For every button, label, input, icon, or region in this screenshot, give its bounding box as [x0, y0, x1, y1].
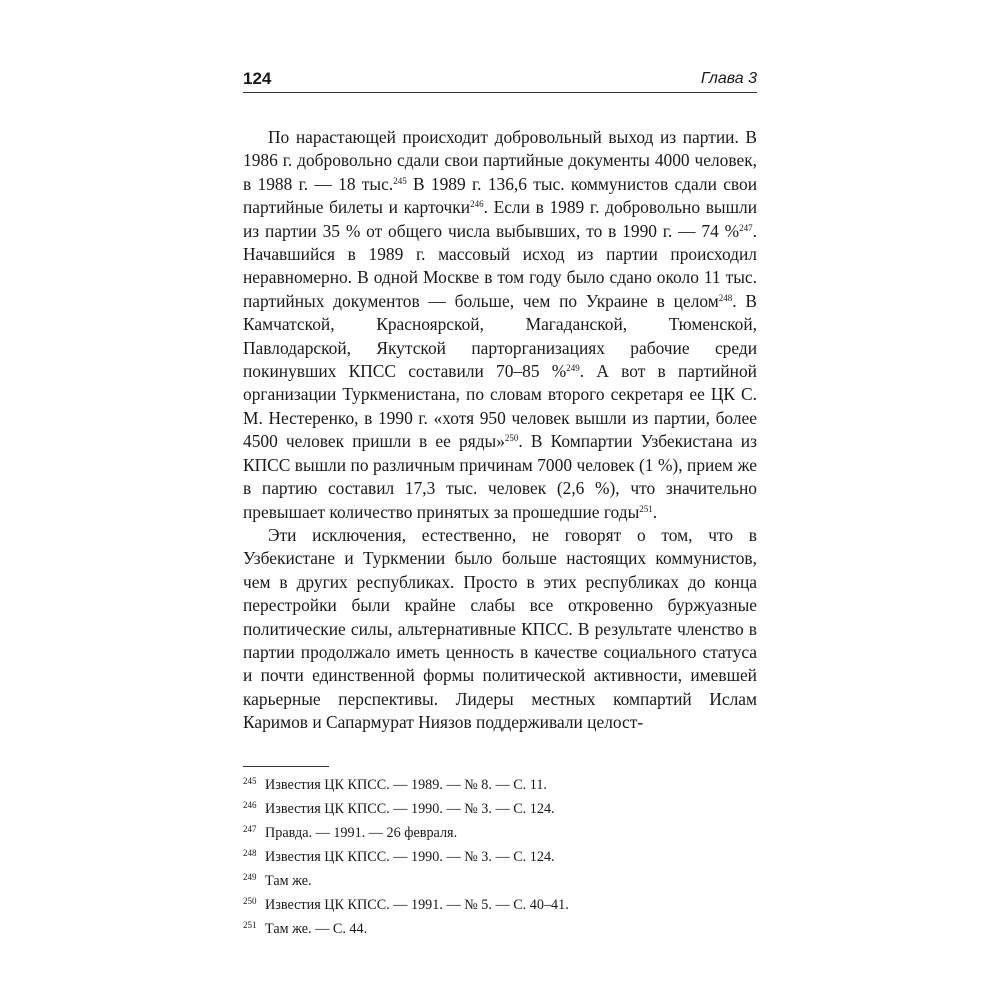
footnote-ref-251: 251 [639, 503, 653, 514]
footnote-ref-250: 250 [504, 433, 519, 444]
footnote-text: Известия ЦК КПСС. — 1989. — № 8. — С. 11. [265, 776, 547, 793]
footnote-ref-246: 246 [470, 199, 484, 210]
footnote-247 [243, 822, 757, 846]
paragraph-1-text-1: По нарастающей происходит добровольный выход из партии. В 1986 г. добровольно сдали свои партийные документы 4000 человек, в 1988 г. — 18 тыс. [243, 127, 757, 194]
body-text [243, 126, 757, 735]
footnote-number: 246 [243, 799, 257, 810]
footnote-text: Известия ЦК КПСС. — 1991. — № 5. — С. 40–41. [265, 896, 569, 913]
footnote-text: Там же. [265, 872, 312, 889]
footnote-text: Там же. — С. 44. [265, 920, 368, 937]
book-page [243, 66, 757, 942]
footnote-246 [243, 798, 757, 822]
paragraph-1-text-8: . [652, 501, 658, 522]
footnote-number: 247 [243, 823, 257, 834]
paragraph-1-text-3: . Если в 1989 г. добровольно вышли из партии 35 % от общего числа выбывших, то в 1990 г. — 74 % [243, 197, 757, 241]
footnote-text: Правда. — 1991. — 26 февраля. [265, 824, 458, 841]
footnote-ref-249: 249 [566, 363, 580, 374]
paragraph-1-text-5: . В Камчатской, Красноярской, Магаданской, Тюменской, Павлодарской, Якутской парторганизациях рабочие среди покинувших КПСС составили 70–85 % [243, 290, 758, 382]
footnote-number: 251 [243, 919, 257, 930]
footnote-245 [243, 774, 757, 798]
footnote-251 [243, 918, 757, 942]
paragraph-1-text-6: . А вот в партийной организации Туркменистана, по словам второго секретаря ее ЦК С. М. Нестеренко, в 1990 г. «хотя 950 человек вышли из партии, более 4500 человек пришли в ее ряды» [243, 361, 757, 452]
footnote-text: Известия ЦК КПСС. — 1990. — № 3. — С. 124. [265, 800, 555, 817]
footnote-ref-245: 245 [393, 175, 407, 186]
footnote-number: 249 [243, 871, 257, 882]
footnotes [243, 774, 757, 942]
page-number: 124 [243, 69, 272, 88]
footnote-ref-247: 247 [739, 222, 753, 233]
footnote-number: 245 [243, 775, 257, 786]
running-head: Глава 3 [700, 70, 757, 87]
footnote-number: 248 [243, 847, 257, 858]
footnote-divider [243, 766, 329, 767]
footnote-248 [243, 846, 757, 870]
paragraph-1-text-7: . В Компартии Узбекистана из КПСС вышли по различным причинам 7000 человек (1 %), прием же в партию составил 17,3 тыс. человек (2,6 %), что значительно превышает количество принятых за прошедшие годы [243, 431, 757, 522]
footnote-number: 250 [243, 895, 257, 906]
paragraph-1 [243, 126, 757, 524]
paragraph-1-text-2: В 1989 г. 136,6 тыс. коммунистов сдали свои партийные билеты и карточки [243, 173, 758, 218]
page-header [243, 66, 757, 93]
footnote-249 [243, 870, 757, 894]
footnote-text: Известия ЦК КПСС. — 1990. — № 3. — С. 124. [265, 848, 555, 865]
footnote-250 [243, 894, 757, 918]
paragraph-1-text-4: . Начавшийся в 1989 г. массовый исход из партии происходил неравномерно. В одной Москве в том году было сдано около 11 тыс. партийных документов — больше, чем по Украине в целом [243, 220, 757, 311]
paragraph-2: Эти исключения, естественно, не говорят о том, что в Узбекистане и Туркмении было больше настоящих коммунистов, чем в других республиках. Просто в этих республиках до конца перестройки были крайне слабы все откровенно буржуазные политические силы, альтернативные КПСС. В результате членство в партии продолжало иметь ценность в качестве социального статуса и почти единственной формы политической активности, имевшей карьерные перспективы. Лидеры местных компартий Ислам Каримов и Сапармурат Ниязов поддерживали целост- [243, 524, 757, 733]
footnote-ref-248: 248 [718, 292, 733, 303]
